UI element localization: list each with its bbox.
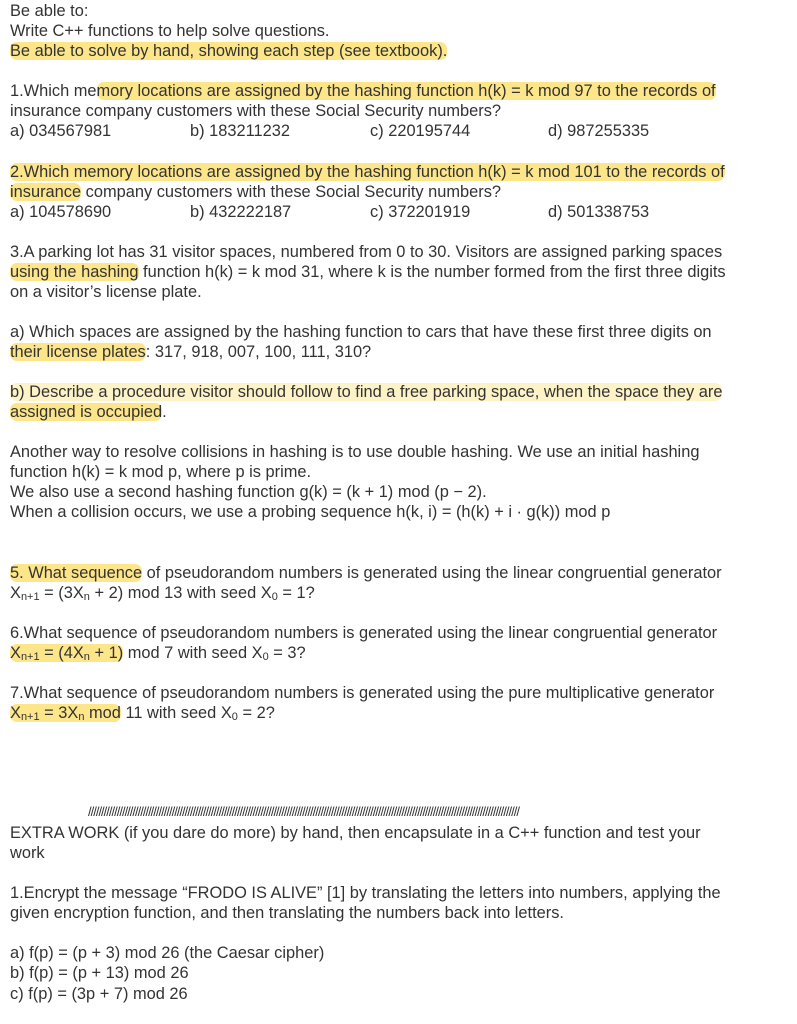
q2-text: company customers with these Social Security numbers? [81,183,502,201]
highlight [10,644,123,662]
q6-formula-part: X [10,644,21,662]
q5-formula-part: = 1? [277,584,315,602]
q5-line-1 [10,563,722,583]
q7-formula-part: 11 with seed X [120,704,232,722]
q6-line-1: 6.What sequence of pseudorandom numbers is generated using the linear congruential generator [10,624,718,642]
q3-text: function h(k) = k mod 31, where k is the number formed from the first three digits [138,263,726,281]
q2-line-2 [10,182,501,202]
highlight: assigned is occupied [10,403,163,421]
dh-line-2: function h(k) = k mod p, where p is prime. [10,463,312,481]
q6-formula-part: mod 7 with seed X [123,644,263,662]
q1-option-a: a) 034567981 [10,122,112,140]
intro-line-1: Be able to: [10,2,89,20]
q7-formula-part: mod [84,704,121,722]
extra-q1-line-2: given encryption function, and then translating the numbers back into letters. [10,904,564,922]
highlight: 5. What sequence [10,564,143,582]
extra-option-a: a) f(p) = (p + 3) mod 26 (the Caesar cipher) [10,944,325,962]
slash-divider: ///////////////////////////////////////////////////////////////////////////////////////////////////////////////////////////////////////////////////////////////////// [88,806,519,818]
highlight: b) Describe a procedure visitor should follow to find a free parking space, when the space they are [10,383,723,401]
q2-line-1 [10,162,725,182]
extra-line-1: EXTRA WORK (if you dare do more) by hand, then encapsulate in a C++ function and test your [10,824,701,842]
q3-line-3: on a visitor’s license plate. [10,283,202,301]
highlight [10,704,121,722]
q7-formula-part: = 2? [237,704,275,722]
q1-text: 1.Which me [10,82,97,100]
q3b-text: . [162,403,167,421]
q5-text: of pseudorandom numbers is generated using the linear congruential generator [142,564,722,582]
q2-option-a: a) 104578690 [10,203,112,221]
dh-line-3: We also use a second hashing function g(k) = (k + 1) mod (p − 2). [10,483,487,501]
q1-option-c: c) 220195744 [370,122,471,140]
subscript: 0 [262,651,269,663]
q6-formula-part: = 3? [268,644,306,662]
q3-line-2 [10,262,726,282]
subscript: 0 [271,591,278,603]
q7-line-1: 7.What sequence of pseudorandom numbers is generated using the pure multiplicative generator [10,684,715,702]
dh-line-4: When a collision occurs, we use a probing sequence h(k, i) = (h(k) + i · g(k)) mod p [10,503,611,521]
q5-line-2 [10,583,315,603]
q3a-line-1: a) Which spaces are assigned by the hashing function to cars that have these first three digits on [10,323,712,341]
q2-option-c: c) 372201919 [370,203,471,221]
q5-formula-part: = (3X [39,584,84,602]
subscript: n+1 [20,711,40,723]
q6-formula-part: + 1) [89,644,124,662]
dh-line-1: Another way to resolve collisions in hashing is to use double hashing. We use an initial hashing [10,443,700,461]
q3a-line-2 [10,342,371,362]
subscript: n [78,711,85,723]
highlight: using the hashing [10,263,139,281]
extra-q1-line-1: 1.Encrypt the message “FRODO IS ALIVE” [1] by translating the letters into numbers, applying the [10,884,721,902]
highlight: their license plates [10,343,146,361]
q1-option-b: b) 183211232 [190,122,290,140]
q5-formula-part: + 2) mod 13 with seed X [89,584,272,602]
subscript: n+1 [20,651,40,663]
q5-formula-part: X [10,584,21,602]
q7-formula-part: X [10,704,21,722]
q1-line-2: insurance company customers with these Social Security numbers? [10,102,502,120]
q2-option-d: d) 501338753 [548,203,650,221]
q3b-line-2 [10,402,167,422]
subscript: 0 [231,711,238,723]
q3-line-1: 3.A parking lot has 31 visitor spaces, numbered from 0 to 30. Visitors are assigned parking spaces [10,243,723,261]
q1-option-d: d) 987255335 [548,122,650,140]
q7-formula-part: = 3X [39,704,79,722]
subscript: n [83,591,90,603]
extra-option-c: c) f(p) = (3p + 7) mod 26 [10,985,188,1003]
extra-option-b: b) f(p) = (p + 13) mod 26 [10,964,189,982]
highlight: insurance [10,183,82,201]
subscript: n+1 [20,591,40,603]
subscript: n [83,651,90,663]
q7-line-2 [10,703,275,723]
highlight: 2.Which memory locations are assigned by the hashing function h(k) = k mod 101 to the records of [10,163,725,181]
q3a-text: : 317, 918, 007, 100, 111, 310? [145,343,372,361]
extra-line-2: work [10,844,45,862]
highlight: Be able to solve by hand, showing each step (see textbook). [10,42,448,60]
q6-formula-part: = (4X [39,644,84,662]
intro-line-2: Write C++ functions to help solve questions. [10,22,330,40]
q1-line-1 [10,81,716,101]
intro-line-3 [10,41,447,61]
highlight: mory locations are assigned by the hashing function h(k) = k mod 97 to the records of [96,82,716,100]
q3b-line-1 [10,382,722,402]
q6-line-2 [10,643,306,663]
q2-option-b: b) 432222187 [190,203,292,221]
